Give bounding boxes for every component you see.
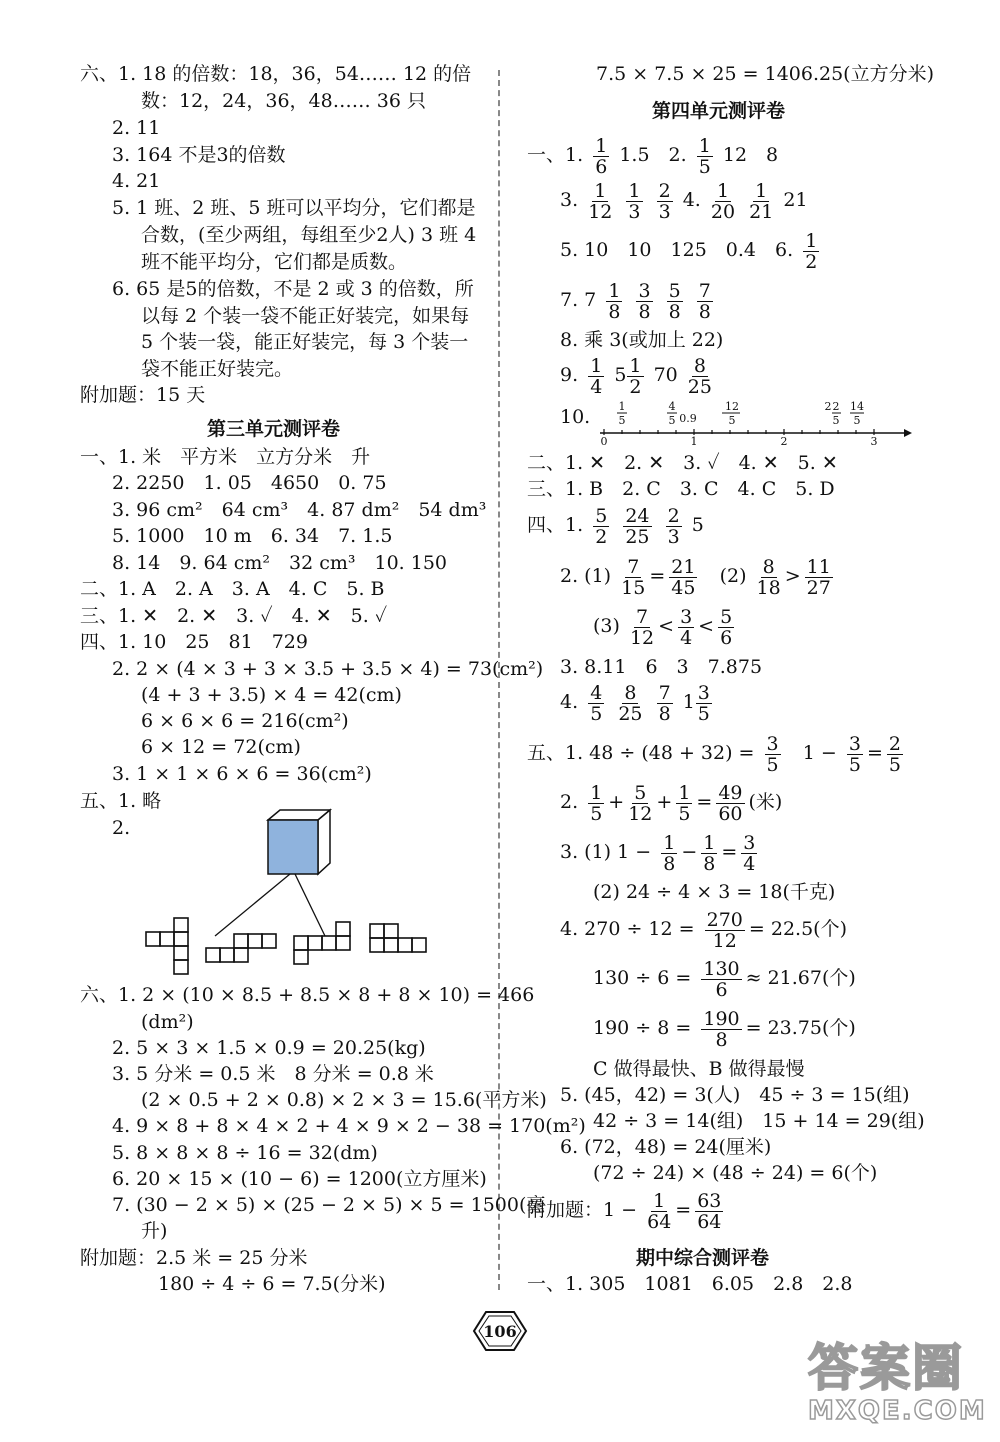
text-line: 班不能平均分，它们都是质数。 <box>141 251 408 273</box>
text-line: 四、1. 10 25 81 729 <box>80 631 308 653</box>
text-line: 升) <box>141 1220 168 1242</box>
fraction-line: 5. 10 10 125 0.4 6. $\frac{1}{2}$ <box>560 229 818 273</box>
watermark-url: MXQE.COM <box>808 1396 987 1426</box>
text-line: 10. <box>560 406 591 428</box>
fraction-line: 一、1. $\frac{1}{6}$ 1.5 2. $\frac{1}{5}$ 12 8 <box>527 134 779 178</box>
fraction-line: 3. $\frac{1}{12}$ $\frac{1}{3}$ $\frac{2}{3}$ 4. $\frac{1}{20}$ $\frac{1}{21}$ 21 <box>560 179 808 223</box>
text-line: 3. 1 × 1 × 6 × 6 = 36(cm²) <box>112 763 372 785</box>
text-line: 6. 65 是5的倍数，不是 2 或 3 的倍数，所 <box>112 278 474 300</box>
text-line: 8. 乘 3(或加上 22) <box>560 329 724 351</box>
number-line <box>594 398 912 446</box>
text-line: 3. 96 cm² 64 cm³ 4. 87 dm² 54 dm³ <box>112 499 487 521</box>
text-line: 三、1. ✕ 2. ✕ 3. ✓ 4. ✕ 5. ✓ <box>80 605 388 627</box>
cube-net-figure <box>140 808 440 980</box>
svg-text:2: 2 <box>832 400 840 413</box>
svg-text:1: 1 <box>618 400 626 413</box>
page-number: 106 <box>483 1322 517 1341</box>
text-line: 5 个装一袋，能正好装完，每 3 个装一 <box>141 331 469 353</box>
watermark-logo <box>808 1340 993 1438</box>
text-line: 二、1. ✕ 2. ✕ 3. ✓ 4. ✕ 5. ✕ <box>527 452 838 474</box>
text-line: 2. <box>112 817 131 839</box>
text-line: 7.5 × 7.5 × 25 = 1406.25(立方分米) <box>596 63 935 85</box>
fraction-line: 4. $\frac{4}{5}$ $\frac{8}{25}$ $\frac{7}{8}$ 1 $\frac{3}{5}$ <box>560 681 710 725</box>
text-line: 附加题：2.5 米 = 25 分米 <box>80 1247 308 1269</box>
text-line: 3. 5 分米 = 0.5 米 8 分米 = 0.8 米 <box>112 1063 434 1085</box>
text-line: 4. 9 × 8 + 8 × 4 × 2 + 4 × 9 × 2 − 38 = 170(m²) <box>112 1115 586 1137</box>
text-line: 5. 1000 10 m 6. 34 7. 1.5 <box>112 525 393 547</box>
text-line: 一、1. 305 1081 6.05 2.8 2.8 <box>527 1273 853 1295</box>
fraction-line: 2. (1) $\frac{7}{15}$ = $\frac{21}{45}$ (2) $\frac{8}{18}$ > $\frac{11}{27}$ <box>560 555 831 599</box>
svg-text:0.9: 0.9 <box>679 412 697 425</box>
text-line: 一、1. 米 平方米 立方分米 升 <box>80 446 371 468</box>
text-line: 6 × 6 × 6 = 216(cm²) <box>141 710 349 732</box>
text-line: 袋不能正好装完。 <box>141 358 294 380</box>
text-line: 42 ÷ 3 = 14(组) 15 + 14 = 29(组) <box>593 1110 925 1132</box>
text-line: 6. (72，48) = 24(厘米) <box>560 1136 772 1158</box>
text-line: 8. 14 9. 64 cm² 32 cm³ 10. 150 <box>112 552 448 574</box>
page-number-badge <box>472 1310 528 1352</box>
svg-text:5: 5 <box>728 414 736 427</box>
text-line: 4. 21 <box>112 170 161 192</box>
fraction-line: 7. 7 $\frac{1}{8}$ $\frac{3}{8}$ $\frac{5}{8}$ $\frac{7}{8}$ <box>560 279 711 323</box>
text-line: 5. (45，42) = 3(人) 45 ÷ 3 = 15(组) <box>560 1084 910 1106</box>
text-line: 二、1. A 2. A 3. A 4. C 5. B <box>80 578 385 600</box>
section-title-midterm: 期中综合测评卷 <box>636 1247 770 1269</box>
nl-tick-3: 3 <box>870 435 878 446</box>
text-line: 5. 8 × 8 × 8 ÷ 16 = 32(dm) <box>112 1142 378 1164</box>
text-line: 2. 11 <box>112 117 161 139</box>
text-line: C 做得最快、B 做得最慢 <box>593 1058 805 1080</box>
text-line: 6 × 12 = 72(cm) <box>141 736 301 758</box>
text-line: (4 + 3 + 3.5) × 4 = 42(cm) <box>141 684 402 706</box>
svg-text:5: 5 <box>668 414 676 427</box>
text-line: 6. 20 × 15 × (10 − 6) = 1200(立方厘米) <box>112 1168 487 1190</box>
text-line: 六、1. 18 的倍数：18，36，54…… 12 的倍 <box>80 63 472 85</box>
fraction-line: (3) $\frac{7}{12}$ < $\frac{3}{4}$ < $\frac{5}{6}$ <box>593 605 733 649</box>
fraction-line: 2. $\frac{1}{5}$ + $\frac{5}{12}$ + $\frac{1}{5}$ = $\frac{49}{60}$ (米) <box>560 781 783 825</box>
nl-tick-0: 0 <box>600 435 608 446</box>
text-line: 3. 164 不是3的倍数 <box>112 144 286 166</box>
text-line: 以每 2 个装一袋不能正好装完，如果每 <box>141 305 470 327</box>
text-line: 三、1. B 2. C 3. C 4. C 5. D <box>527 478 835 500</box>
text-line: 2. 5 × 3 × 1.5 × 0.9 = 20.25(kg) <box>112 1037 426 1059</box>
watermark-logo-text: 答案圈 <box>808 1339 964 1397</box>
svg-text:5: 5 <box>618 414 626 427</box>
svg-text:2: 2 <box>824 400 832 413</box>
text-line: (dm²) <box>141 1011 194 1033</box>
svg-text:4: 4 <box>668 400 676 413</box>
fraction-line: 130 ÷ 6 = $\frac{130}{6}$ ≈ 21.67(个) <box>593 957 856 1001</box>
text-line: 附加题：15 天 <box>80 384 206 406</box>
svg-text:5: 5 <box>832 414 840 427</box>
text-line: 5. 1 班、2 班、5 班可以平均分，它们都是 <box>112 197 476 219</box>
svg-text:12: 12 <box>725 400 739 413</box>
svg-text:14: 14 <box>850 400 864 413</box>
text-line: 六、1. 2 × (10 × 8.5 + 8.5 × 8 + 8 × 10) = 466 <box>80 984 535 1006</box>
text-line: (2) 24 ÷ 4 × 3 = 18(千克) <box>593 881 836 903</box>
text-line: 2. 2250 1. 05 4650 0. 75 <box>112 472 387 494</box>
fraction-line: 附加题：1 − $\frac{1}{64}$ = $\frac{63}{64}$ <box>527 1189 722 1233</box>
fraction-line: 4. 270 ÷ 12 = $\frac{270}{12}$ = 22.5(个) <box>560 908 847 952</box>
text-line: 数：12，24，36，48…… 36 只 <box>141 90 426 112</box>
fraction-line: 190 ÷ 8 = $\frac{190}{8}$ = 23.75(个) <box>593 1007 856 1051</box>
nl-tick-1: 1 <box>690 435 698 446</box>
svg-text:5: 5 <box>853 414 861 427</box>
section-title-unit3: 第三单元测评卷 <box>207 418 341 440</box>
text-line: 五、1. 略 <box>80 790 162 812</box>
fraction-line: 四、1. $\frac{5}{2}$ $\frac{24}{25}$ $\frac{2}{3}$ 5 <box>527 504 704 548</box>
text-line: (2 × 0.5 + 2 × 0.8) × 2 × 3 = 15.6(平方米) <box>141 1089 547 1111</box>
text-line: 3. 8.11 6 3 7.875 <box>560 656 763 678</box>
section-title-unit4: 第四单元测评卷 <box>652 100 786 122</box>
nl-tick-2: 2 <box>780 435 788 446</box>
text-line: 2. 2 × (4 × 3 + 3 × 3.5 + 3.5 × 4) = 73(cm²) <box>112 658 544 680</box>
text-line: 180 ÷ 4 ÷ 6 = 7.5(分米) <box>158 1273 386 1295</box>
text-line: 合数，(至少两组，每组至少2人) 3 班 4 <box>141 224 477 246</box>
fraction-line: 3. (1) 1 − $\frac{1}{8}$ − $\frac{1}{8}$ = $\frac{3}{4}$ <box>560 831 756 875</box>
text-line: 7. (30 − 2 × 5) × (25 − 2 × 5) × 5 = 1500(毫 <box>112 1194 546 1216</box>
fraction-line: 9. $\frac{1}{4}$ 5 $\frac{1}{2}$ 70 $\frac{8}{25}$ <box>560 354 712 398</box>
text-line: (72 ÷ 24) × (48 ÷ 24) = 6(个) <box>593 1162 878 1184</box>
fraction-line: 五、1. 48 ÷ (48 + 32) = $\frac{3}{5}$ 1 − $\frac{3}{5}$ = $\frac{2}{5}$ <box>527 732 901 776</box>
